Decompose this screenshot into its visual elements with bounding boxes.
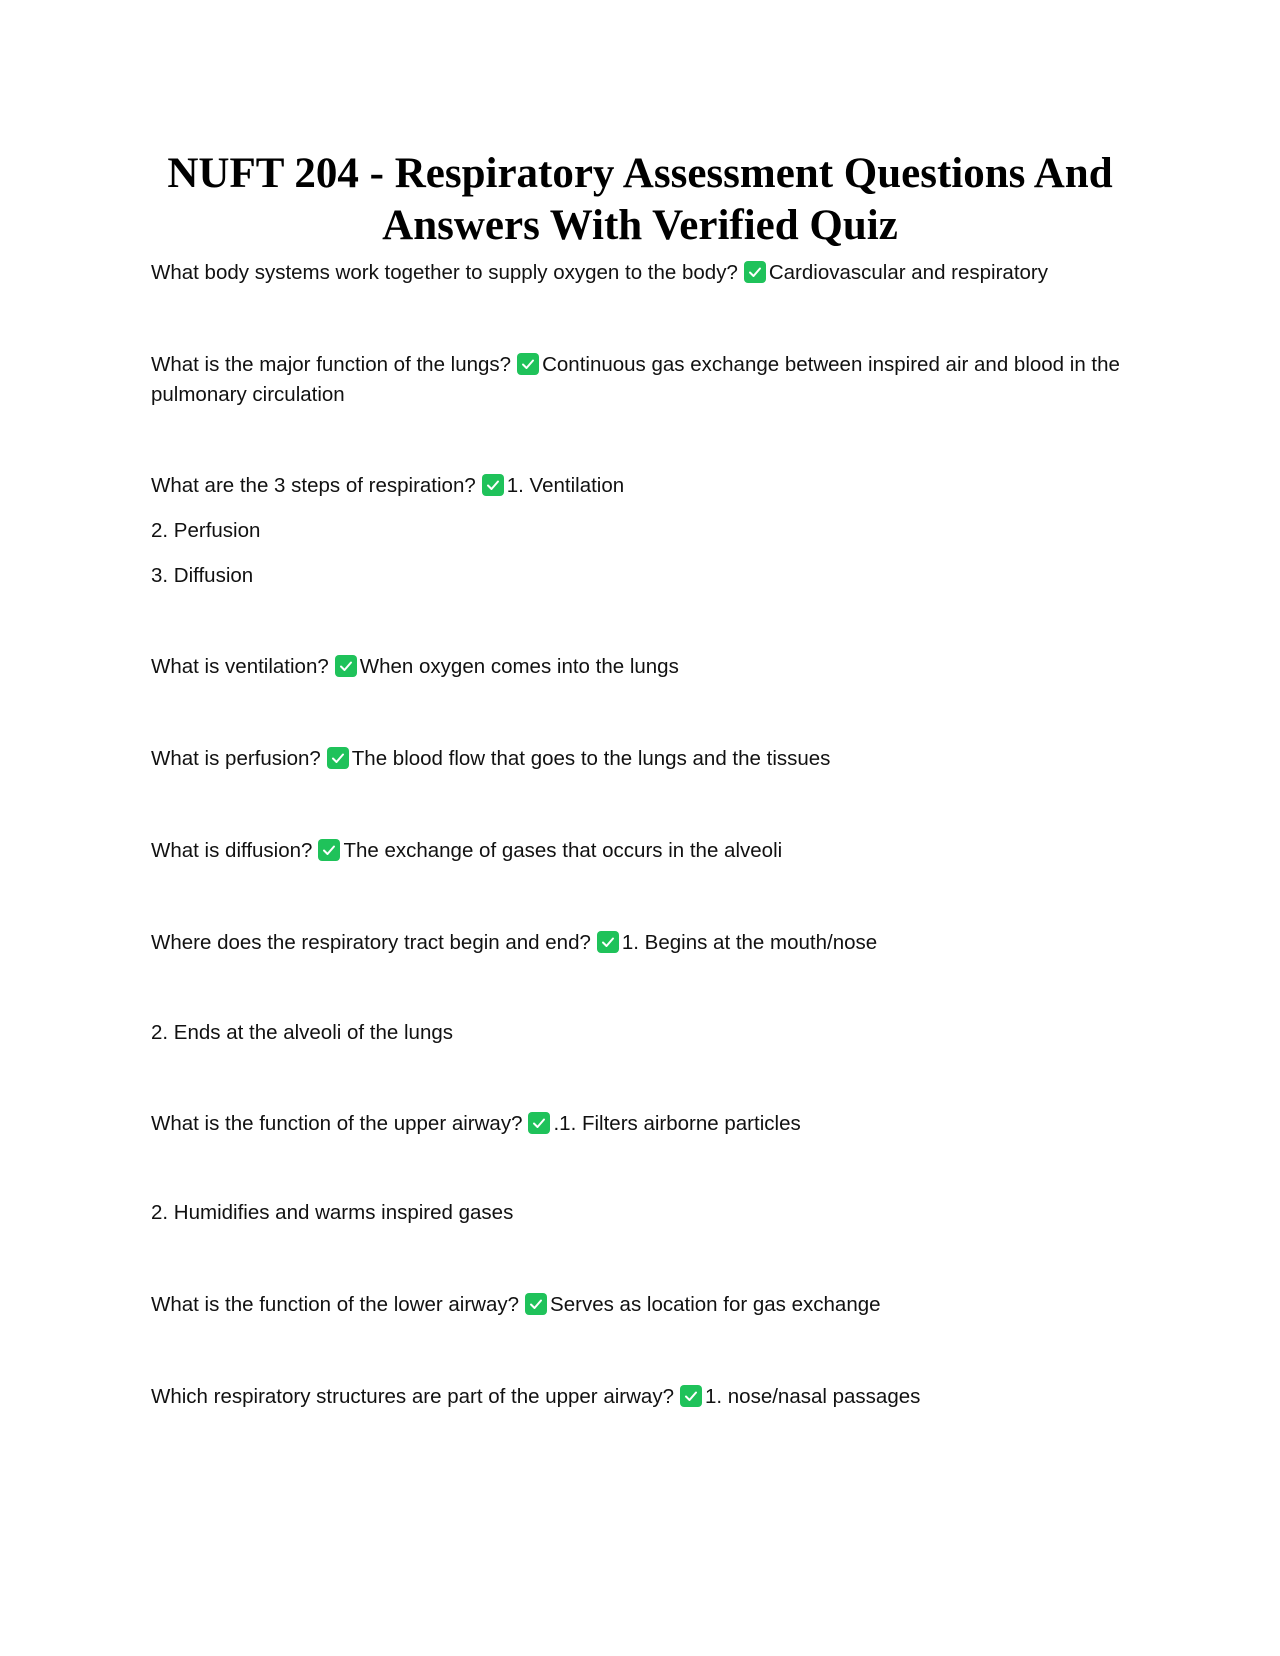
qa-item	[151, 744, 1141, 774]
qa-item	[151, 836, 1141, 866]
question-text: Which respiratory structures are part of the upper airway?	[151, 1385, 674, 1408]
answer-continuation: 2. Ends at the alveoli of the lungs	[151, 1021, 454, 1044]
qa-item	[151, 928, 1141, 958]
qa-item	[151, 1290, 1141, 1320]
check-mark-icon	[517, 353, 539, 375]
qa-item	[151, 350, 1141, 410]
check-mark-icon	[528, 1112, 550, 1134]
answer-text: 1. nose/nasal passages	[704, 1385, 921, 1408]
question-text: Where does the respiratory tract begin and end?	[151, 931, 591, 954]
check-mark-icon	[680, 1385, 702, 1407]
document-title: NUFT 204 - Respiratory Assessment Questions And Answers With Verified Quiz	[167, 150, 1113, 249]
qa-item	[151, 471, 1141, 501]
check-mark-icon	[482, 474, 504, 496]
check-mark-icon	[318, 839, 340, 861]
answer-continuation: 2. Perfusion	[151, 519, 261, 542]
question-text: What is the function of the lower airway?	[151, 1293, 520, 1316]
question-text: What is the major function of the lungs?	[151, 353, 512, 376]
check-mark-icon	[335, 655, 357, 677]
answer-text: Serves as location for gas exchange	[550, 1293, 881, 1316]
answer-text: The blood flow that goes to the lungs and the tissues	[351, 747, 831, 770]
check-mark-icon	[327, 747, 349, 769]
question-text: What is the function of the upper airway?	[151, 1112, 523, 1135]
qa-item	[151, 1382, 1141, 1412]
question-text: What is ventilation?	[151, 655, 329, 678]
qa-item	[151, 258, 1141, 288]
answer-continuation: 2. Humidifies and warms inspired gases	[151, 1201, 514, 1224]
answer-text: .1. Filters airborne particles	[553, 1112, 801, 1135]
qa-item	[151, 1109, 1141, 1139]
answer-continuation: 3. Diffusion	[151, 564, 254, 587]
question-text: What is perfusion?	[151, 747, 321, 770]
qa-item	[151, 652, 1141, 682]
answer-text: Cardiovascular and respiratory	[768, 261, 1048, 284]
answer-text: When oxygen comes into the lungs	[359, 655, 679, 678]
question-text: What are the 3 steps of respiration?	[151, 474, 476, 497]
question-text: What body systems work together to supply oxygen to the body?	[151, 261, 738, 284]
check-mark-icon	[525, 1293, 547, 1315]
check-mark-icon	[744, 261, 766, 283]
answer-text: The exchange of gases that occurs in the alveoli	[343, 839, 783, 862]
question-text: What is diffusion?	[151, 839, 313, 862]
answer-text: Continuous gas exchange between inspired air and blood in the pulmonary circulation	[151, 353, 1120, 406]
answer-text: 1. Begins at the mouth/nose	[621, 931, 878, 954]
answer-text: 1. Ventilation	[506, 474, 625, 497]
check-mark-icon	[597, 931, 619, 953]
